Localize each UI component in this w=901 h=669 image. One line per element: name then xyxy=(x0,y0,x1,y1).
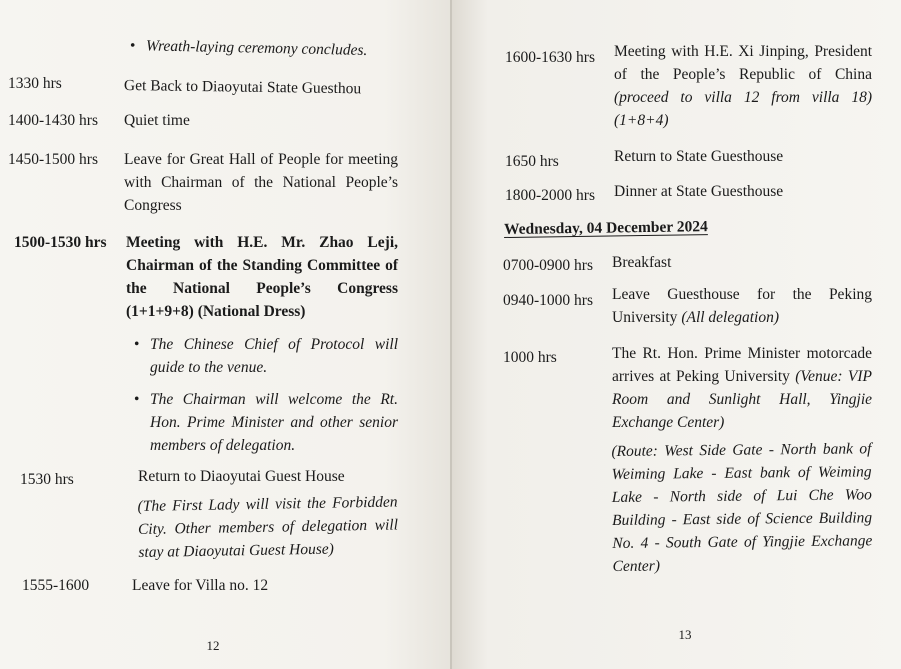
row-text: Breakfast xyxy=(612,254,672,271)
row-text: Leave for Great Hall of People for meeting with Chairman of the National People’s Congress xyxy=(124,151,398,214)
row-time: 1000 hrs xyxy=(503,349,557,366)
route-note: (Route: West Side Gate - North bank of Weiming Lake - East bank of Weiming Lake - North side of Lui Che Woo Building - East side of Science Building No. 4 - South Gate of Yingjie Exchange Center) xyxy=(611,440,873,575)
row-text-main: Leave Guesthouse for the Peking University xyxy=(612,286,872,326)
row-text: Quiet time xyxy=(124,112,190,129)
bullet-item: • The Chinese Chief of Protocol will guide to the venue. xyxy=(134,333,398,379)
row-text: Return to Diaoyutai Guest House xyxy=(138,468,345,485)
day-heading: Wednesday, 04 December 2024 xyxy=(503,218,708,238)
meeting-bullets xyxy=(134,333,398,457)
row-text: Return to State Guesthouse xyxy=(614,148,784,165)
row-time: 1800-2000 hrs xyxy=(505,187,595,204)
right-page xyxy=(452,0,901,669)
page-number: 12 xyxy=(206,638,220,653)
row-time: 1650 hrs xyxy=(505,153,559,170)
row-time: 1530 hrs xyxy=(20,471,74,488)
row-time: 1500-1530 hrs xyxy=(14,234,107,251)
row-time: 0700-0900 hrs xyxy=(503,257,593,274)
row-text-note: (proceed to villa 12 from villa 18) (1+8+4) xyxy=(614,89,872,129)
row-text: Dinner at State Guesthouse xyxy=(614,183,784,200)
bullet-item: • The Chairman will welcome the Rt. Hon. Prime Minister and other senior members of delegation. xyxy=(134,388,398,457)
row-time: 1555-1600 xyxy=(22,577,90,594)
row-text xyxy=(612,283,872,329)
row-text xyxy=(612,342,872,434)
row-text: Meeting with H.E. Mr. Zhao Leji, Chairman of the Standing Committee of the National People’s Congress (1+1+9+8) (National Dress) xyxy=(126,234,398,320)
row-time: 1330 hrs xyxy=(8,75,62,92)
row-time: 1400-1430 hrs xyxy=(8,112,98,129)
row-text-note: (Venue: VIP Room and Sunlight Hall, Yingjie Exchange Center) xyxy=(612,368,872,431)
row-text: Get Back to Diaoyutai State Guesthou xyxy=(123,77,362,98)
row-text xyxy=(614,40,872,132)
row-text-note: (All delegation) xyxy=(681,309,780,326)
row-time: 1450-1500 hrs xyxy=(8,151,98,168)
row-time: 0940-1000 hrs xyxy=(503,292,593,309)
row-text-main: Meeting with H.E. Xi Jinping, President of the People’s Republic of China xyxy=(614,43,872,83)
row-text: Leave for Villa no. 12 xyxy=(132,577,269,594)
wreath-bullet: • Wreath-laying ceremony concludes. xyxy=(130,34,430,63)
row-time: 1600-1630 hrs xyxy=(505,49,595,66)
page-number: 13 xyxy=(678,627,692,642)
first-lady-note: (The First Lady will visit the Forbidden City. Other members of delegation will stay at Diaoyutai Guest House) xyxy=(137,493,399,561)
row-text-main: The Rt. Hon. Prime Minister motorcade arrives at Peking University xyxy=(612,345,872,385)
wreath-bullet-list xyxy=(130,34,430,63)
